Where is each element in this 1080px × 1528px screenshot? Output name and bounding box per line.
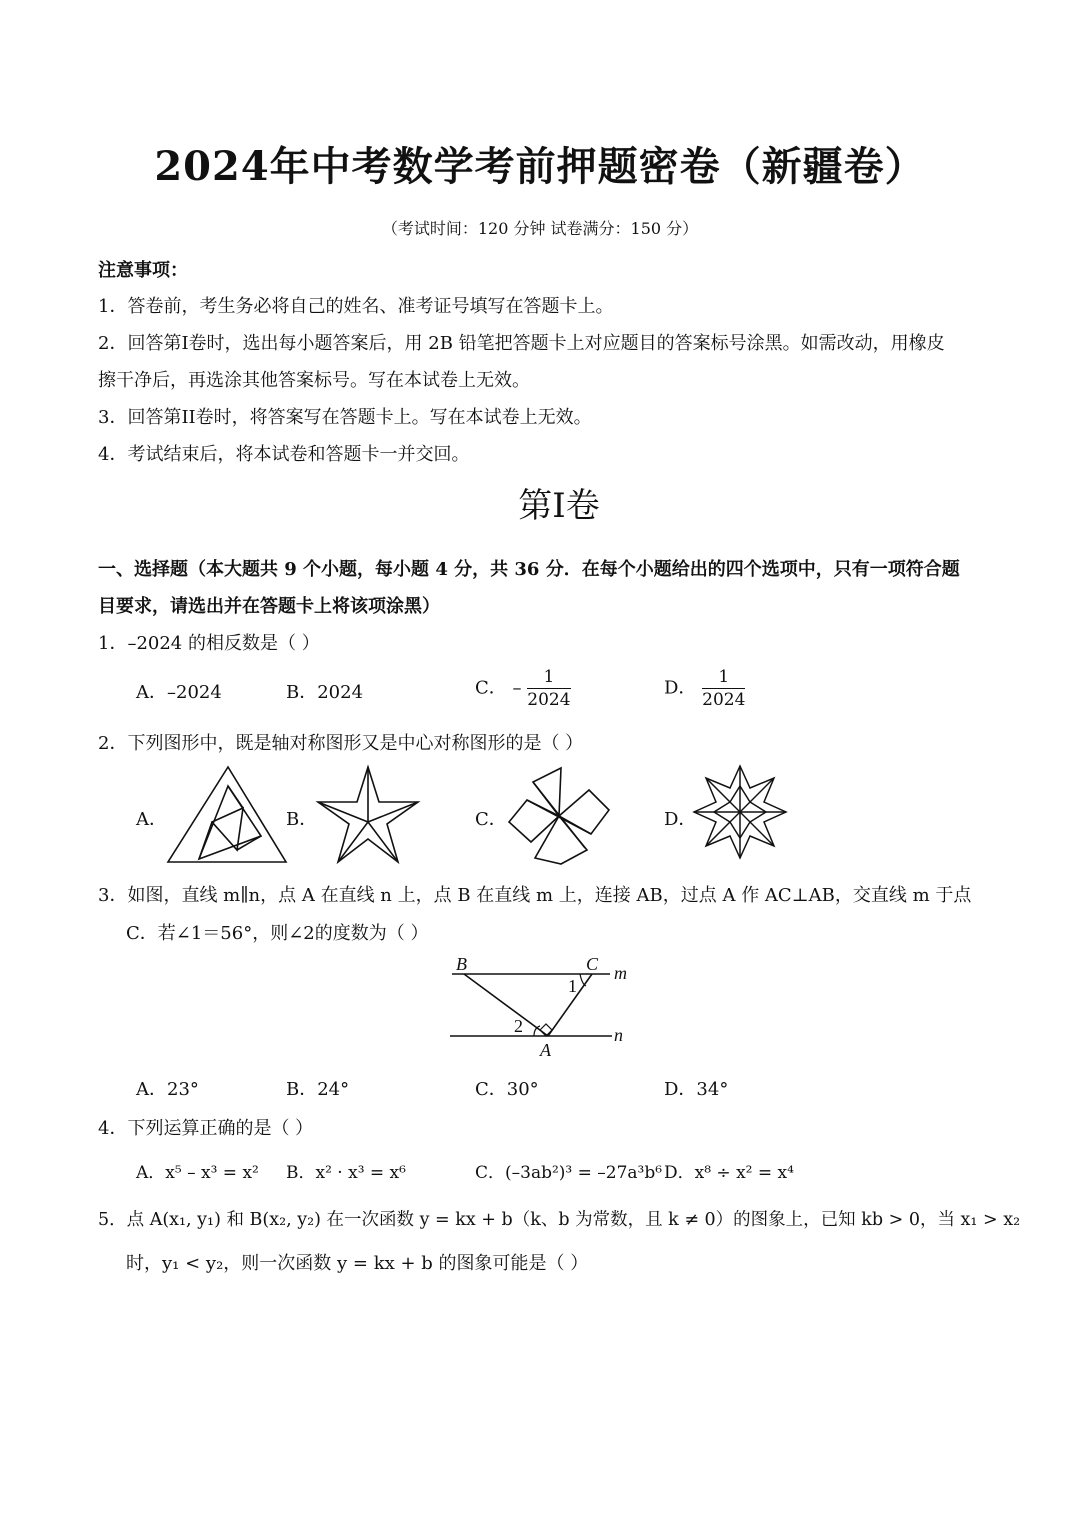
- page-title: 2024年中考数学考前押题密卷（新疆卷）: [154, 143, 926, 190]
- figure-five-point-star: [315, 764, 421, 866]
- question-5-line-2: 时，y₁ < y₂，则一次函数 y = kx + b 的图象可能是（ ）: [126, 1253, 589, 1274]
- question-4-stem: 4．下列运算正确的是（ ）: [98, 1118, 314, 1139]
- q4-option-a: A．x⁵ – x³ = x²: [136, 1163, 259, 1183]
- label-B: B: [456, 954, 467, 974]
- section-title: 第I卷: [518, 486, 600, 526]
- q4-option-b: B．x² · x³ = x⁶: [286, 1163, 406, 1183]
- note-item: 1．答卷前，考生务必将自己的姓名、准考证号填写在答题卡上。: [98, 296, 614, 317]
- question-1-stem: 1．–2024 的相反数是（ ）: [98, 633, 320, 654]
- q2-option-a: A．: [136, 809, 167, 830]
- option-label: D．: [664, 677, 697, 699]
- part-heading: 目要求，请选出并在答题卡上将该项涂黑）: [98, 596, 440, 617]
- label-n: n: [614, 1025, 623, 1045]
- angle-1-label: 1: [568, 976, 577, 996]
- question-2-stem: 2．下列图形中，既是轴对称图形又是中心对称图形的是（ ）: [98, 733, 584, 754]
- question-5-line-1: 5．点 A(x₁, y₁) 和 B(x₂, y₂) 在一次函数 y = kx + b（k、b 为常数，且 k ≠ 0）的图象上，已知 kb > 0，当 x₁ > x₂: [98, 1210, 1021, 1230]
- angle-2-label: 2: [514, 1016, 523, 1036]
- q1-option-b: B．2024: [286, 682, 364, 703]
- question-3-line-1: 3．如图，直线 m∥n，点 A 在直线 n 上，点 B 在直线 m 上，连接 AB，过点 A 作 AC⊥AB，交直线 m 于点: [98, 885, 972, 906]
- q2-option-b: B．: [286, 809, 318, 830]
- figure-parallel-lines: [440, 952, 640, 1060]
- note-item: 擦干净后，再选涂其他答案标号。写在本试卷上无效。: [98, 370, 530, 391]
- q4-option-c: C．(–3ab²)³ = –27a³b⁶: [475, 1163, 663, 1183]
- note-item: 3．回答第II卷时，将答案写在答题卡上。写在本试卷上无效。: [98, 407, 592, 428]
- minus-sign: –: [512, 677, 522, 699]
- numerator: 1: [718, 667, 730, 687]
- q3-option-b: B．24°: [286, 1079, 350, 1100]
- figure-nested-triangles: [165, 764, 291, 866]
- numerator: 1: [543, 667, 555, 687]
- denominator: 2024: [702, 690, 746, 710]
- q3-option-a: A．23°: [136, 1079, 199, 1100]
- q1-option-c: [475, 666, 571, 711]
- note-item: 2．回答第I卷时，选出每小题答案后，用 2B 铅笔把答题卡上对应题目的答案标号涂黑。如需改动，用橡皮: [98, 333, 945, 354]
- q3-option-d: D．34°: [664, 1079, 729, 1100]
- q3-option-c: C．30°: [475, 1079, 539, 1100]
- q2-option-d: D．: [664, 809, 697, 830]
- figure-pinwheel: [505, 764, 613, 868]
- fraction: [527, 666, 570, 711]
- option-label: C．: [475, 677, 507, 699]
- label-m: m: [614, 963, 627, 983]
- q4-option-d: D．x⁸ ÷ x² = x⁴: [664, 1163, 794, 1183]
- notes-heading: 注意事项：: [98, 260, 188, 281]
- note-item: 4．考试结束后，将本试卷和答题卡一并交回。: [98, 444, 470, 465]
- question-3-line-2: C．若∠1＝56°，则∠2的度数为（ ）: [126, 923, 429, 944]
- figure-eight-point-flower: [692, 764, 788, 860]
- denominator: 2024: [527, 690, 571, 710]
- label-A: A: [540, 1040, 551, 1060]
- q1-option-a: A．–2024: [136, 682, 222, 703]
- exam-info: （考试时间：120 分钟 试卷满分：150 分）: [381, 219, 699, 238]
- label-C: C: [586, 954, 599, 974]
- part-heading: 一、选择题（本大题共 9 个小题，每小题 4 分，共 36 分．在每个小题给出的四个选项中，只有一项符合题: [98, 559, 960, 580]
- q1-option-d: [664, 666, 745, 711]
- q2-option-c: C．: [475, 809, 507, 830]
- fraction: [702, 666, 745, 711]
